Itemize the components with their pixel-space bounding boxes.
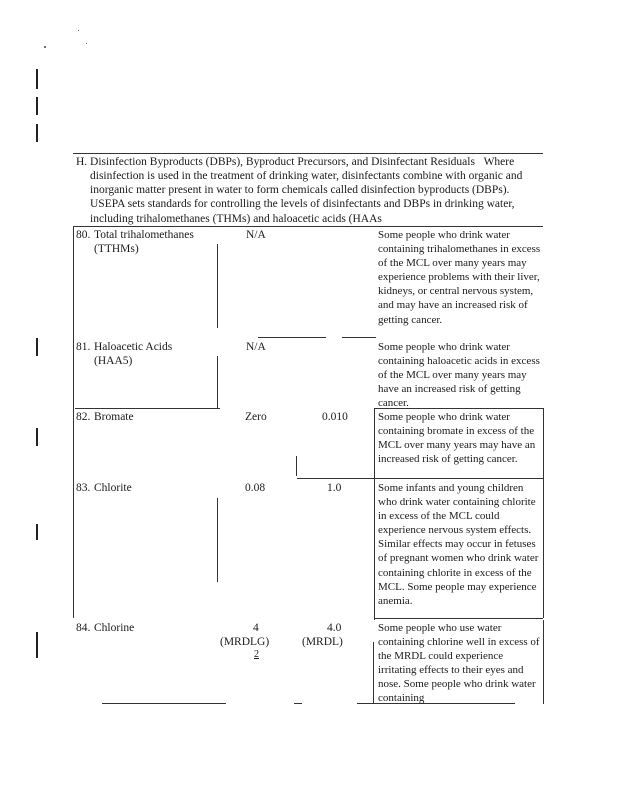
mcl-value: 1.0 <box>327 482 342 494</box>
health-effects: Some people who drink water containing haloacetic acids in excess of the MCL over many years may have an increased risk of getting cancer. <box>378 341 540 410</box>
row-divider <box>297 478 543 479</box>
section-intro <box>76 155 546 169</box>
health-effects: Some people who drink water containing bromate in excess of the MCL over many years may have an increased risk of getting cancer. <box>378 411 536 466</box>
row-number: 80. <box>76 229 91 241</box>
contaminant-name: Bromate <box>94 411 134 423</box>
section-intro-text: disinfection is used in the treatment of drinking water, disinfectants combine with organic and inorganic matter present in water to form chemicals called disinfection byproducts (DBPs). USEPA sets standards for controlling the levels of disinfectants and DBPs in drinking water, including trihalomethanes (THMs) and haloacetic acids (HAAs <box>90 170 523 225</box>
contaminant-name: Chlorine <box>94 622 135 634</box>
revision-bar <box>36 632 38 658</box>
revision-bar <box>36 338 38 356</box>
column-rule <box>296 456 297 476</box>
health-effects: Some people who use water containing chlorine well in excess of the MRDL could experience irritating effects to their eyes and nose. Some people who drink water containing <box>378 622 540 705</box>
mcl-value: 0.010 <box>322 411 348 423</box>
revision-bar <box>36 428 38 446</box>
section-intro-body <box>90 169 546 227</box>
row-divider <box>294 703 302 704</box>
row-number: 83. <box>76 482 91 494</box>
health-effects: Some infants and young children who drink water containing chlorite in excess of the MCL could experience nervous system effects. Similar effects may occur in fetuses of pregnant women who drink water containing chlorite in excess of the MCL. Some people may experience anemia. <box>378 482 539 607</box>
section-intro-lead: Where <box>483 156 515 168</box>
revision-bar <box>36 97 38 115</box>
contaminant-name-cont: (HAA5) <box>94 355 133 367</box>
contaminant-name: Chlorite <box>94 482 132 494</box>
contaminant-name: Haloacetic Acids <box>94 341 173 353</box>
mclg-note: (MRDLG) <box>220 636 270 648</box>
mclg-value: 4 <box>253 622 259 634</box>
scan-speck <box>44 46 46 48</box>
section-heading: H. Disinfection Byproducts (DBPs), Byproduct Precursors, and Disinfectant Residuals <box>76 156 475 168</box>
mclg-value: N/A <box>246 229 266 241</box>
revision-bar <box>36 69 38 89</box>
row-number: 84. <box>76 622 91 634</box>
scan-speck <box>86 43 87 44</box>
column-rule <box>73 226 74 618</box>
scan-speck <box>78 30 79 31</box>
mclg-value: 0.08 <box>245 482 266 494</box>
revision-bar <box>36 124 38 142</box>
row-number: 82. <box>76 411 91 423</box>
table-header-rule <box>73 226 543 227</box>
row-divider <box>102 703 226 704</box>
mclg-value: Zero <box>245 411 267 423</box>
row-divider <box>258 337 326 338</box>
section-top-rule <box>73 153 543 154</box>
row-number: 81. <box>76 341 91 353</box>
mclg-value: N/A <box>246 341 266 353</box>
column-rule <box>217 244 218 328</box>
row-divider <box>342 337 376 338</box>
mclg-footnote-mark: 2 <box>254 649 259 660</box>
mcl-note: (MRDL) <box>302 636 343 648</box>
health-effects: Some people who drink water containing trihalomethanes in excess of the MCL over many years may experience problems with their liver, kidneys, or central nervous system, and may have an increased risk of getting cancer. <box>378 229 541 326</box>
mcl-value: 4.0 <box>327 622 342 634</box>
contaminant-name-cont: (TTHMs) <box>94 243 139 255</box>
column-rule <box>217 356 218 408</box>
contaminant-name: Total trihalomethanes <box>94 229 194 241</box>
revision-bar <box>36 524 38 540</box>
column-rule <box>374 408 375 620</box>
row-divider <box>374 618 543 619</box>
column-rule <box>373 642 374 704</box>
row-divider <box>75 408 220 409</box>
column-rule <box>217 498 218 582</box>
